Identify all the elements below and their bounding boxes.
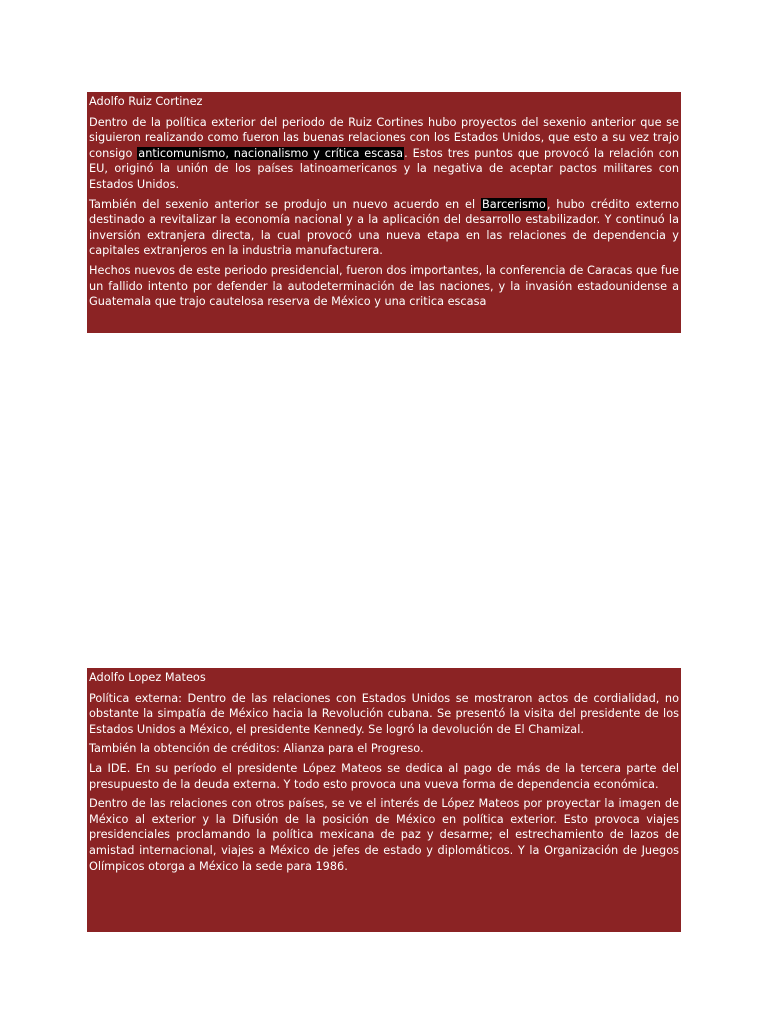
paragraph: También la obtención de créditos: Alianza para el Progreso. [89, 742, 424, 756]
paragraph: Dentro de las relaciones con otros países, se ve el interés de López Mateos por proyectar la imagen de México al exterior y la Difusión de la posición de México en política exterior. Esto provoca viajes presidenciales proclamando la política mexicana de paz y desarme; el estrechamiento de lazos de amistad internacional, viajes a México de jefes de estado y diplomáticos. Y la Organización de Juegos Olímpicos otorga a México la sede para 1986. [89, 797, 679, 873]
lopez-mateos-section [87, 668, 681, 932]
paragraph [89, 115, 679, 193]
paragraph-text: También del sexenio anterior se produjo un nuevo acuerdo en el [89, 197, 482, 211]
section-title: Adolfo Lopez Mateos [89, 671, 206, 684]
ruiz-cortinez-section [87, 92, 681, 333]
highlighted-text: anticomunismo, nacionalismo y crítica escasa [138, 146, 404, 160]
highlighted-text: Barcerismo [482, 197, 546, 211]
paragraph: La IDE. En su período el presidente López Mateos se dedica al pago de más de la tercera parte del presupuesto de la deuda externa. Y todo esto provoca una vueva forma de dependencia económica. [89, 761, 679, 791]
section-title: Adolfo Ruiz Cortinez [89, 95, 203, 108]
paragraph-text: Dentro de la política exterior del periodo de Ruiz Cortines hubo proyectos del sexenio anterior que se siguieron realizando como fueron las buenas relaciones con los Estados Unidos, que esto a su vez trajo consigo [89, 115, 679, 160]
paragraph: Hechos nuevos de este periodo presidencial, fueron dos importantes, la conferencia de Caracas que fue un fallido intento por defender la autodeterminación de las naciones, y la invasión estadounidense a Guatemala que trajo cautelosa reserva de México y una critica escasa [89, 263, 679, 309]
paragraph-text: . Estos tres puntos que provocó la relación con EU, originó la unión de los países latinoamericanos y la negativa de aceptar pactos militares con Estados Unidos. [89, 146, 679, 191]
paragraph: Política externa: Dentro de las relaciones con Estados Unidos se mostraron actos de cordialidad, no obstante la simpatía de México hacia la Revolución cubana. Se presentó la visita del presidente de los Estados Unidos a México, el presidente Kennedy. Se logró la devolución de El Chamizal. [89, 691, 679, 736]
paragraph [89, 197, 679, 259]
paragraph-text: , hubo crédito externo destinado a revitalizar la economía nacional y a la aplicación del desarrollo estabilizador. Y continuó la inversión extranjera directa, la cual provocó una nueva etapa en las relaciones de dependencia y capitales extranjeros en la industria manufacturera. [89, 197, 679, 258]
